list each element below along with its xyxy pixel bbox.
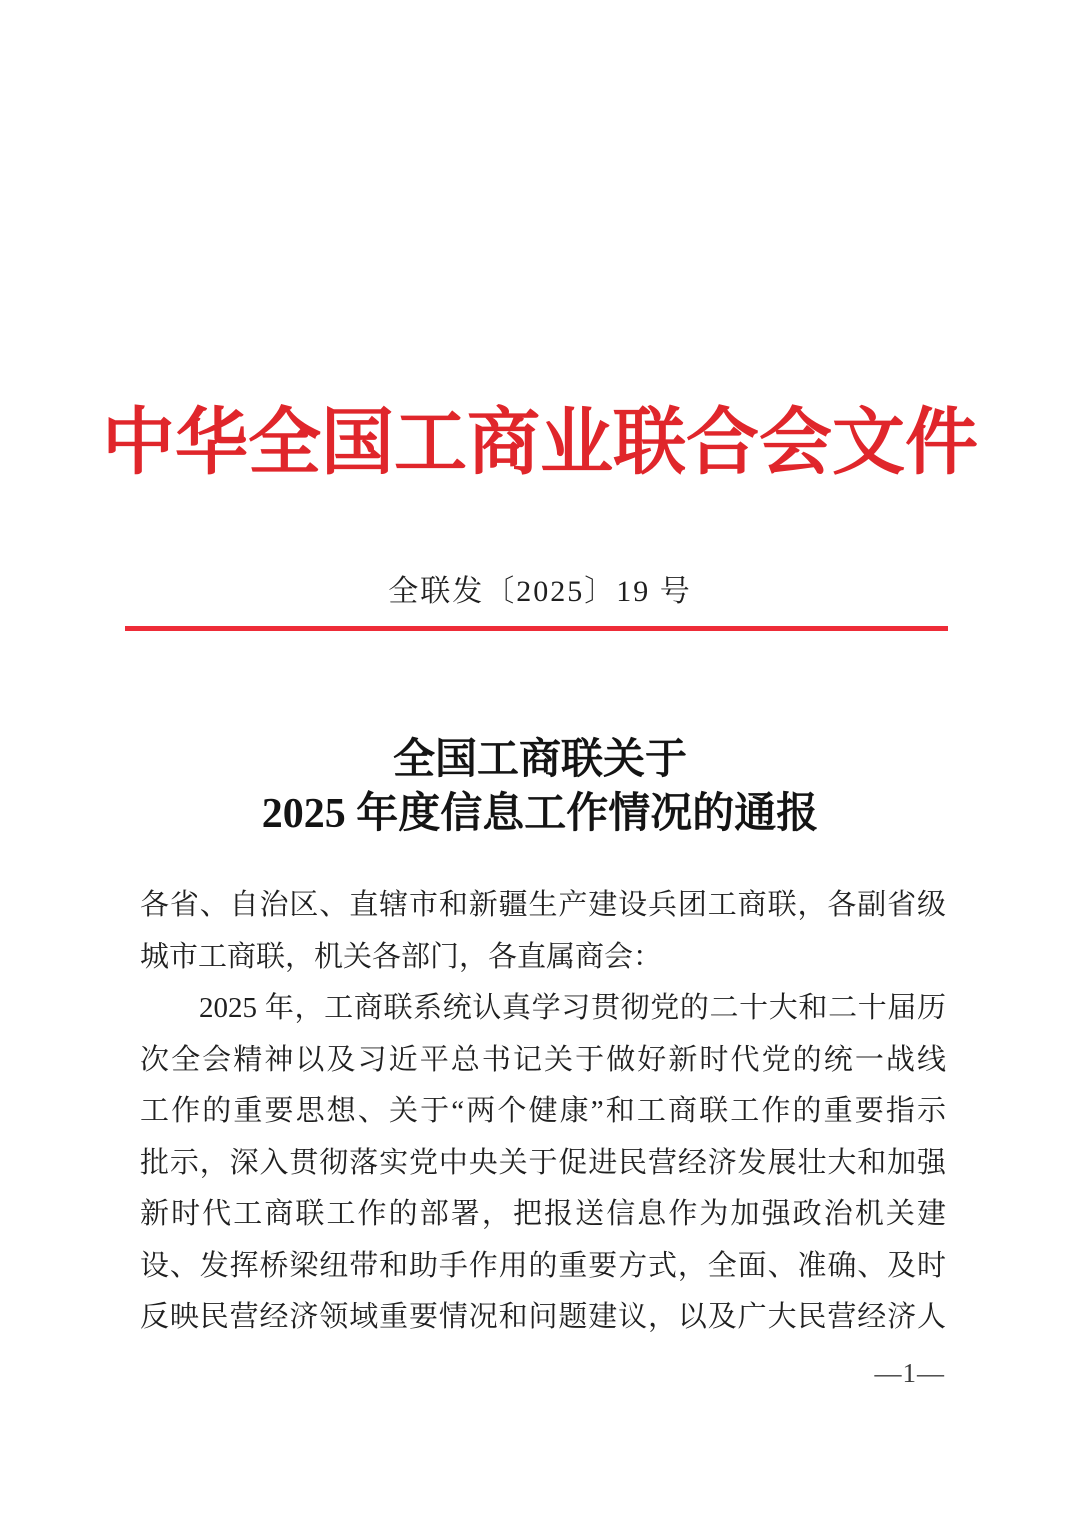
- title-line-1: 全国工商联关于: [392, 737, 687, 783]
- body-text-line: 新时代工商联工作的部署，把报送信息作为加强政治机关建: [140, 1198, 946, 1230]
- document-title: [0, 733, 1080, 841]
- salutation-line: 各省、自治区、直辖市和新疆生产建设兵团工商联，各副省级: [140, 889, 946, 921]
- body-text-line: 反映民营经济领域重要情况和问题建议，以及广大民营经济人: [140, 1301, 946, 1333]
- document-header-title: 中华全国工商业联合会文件: [102, 402, 978, 483]
- body-text-line: 次全会精神以及习近平总书记关于做好新时代党的统一战线: [140, 1043, 946, 1076]
- page-number: —1—: [874, 1358, 945, 1388]
- title-line-2: 2025 年度信息工作情况的通报: [261, 791, 819, 837]
- document-number: 全联发〔2025〕19 号: [388, 575, 692, 608]
- body-text-line: 2025 年，工商联系统认真学习贯彻党的二十大和二十届历: [199, 992, 946, 1024]
- body-text-line: 设、发挥桥梁纽带和助手作用的重要方式，全面、准确、及时: [140, 1249, 946, 1282]
- red-divider-line: [125, 626, 948, 631]
- salutation-line: 城市工商联，机关各部门，各直属商会：: [140, 940, 663, 973]
- body-text-line: 批示，深入贯彻落实党中央关于促进民营经济发展壮大和加强: [140, 1146, 946, 1179]
- document-body: [140, 880, 946, 1344]
- body-text-line: 工作的重要思想、关于“两个健康”和工商联工作的重要指示: [140, 1095, 946, 1127]
